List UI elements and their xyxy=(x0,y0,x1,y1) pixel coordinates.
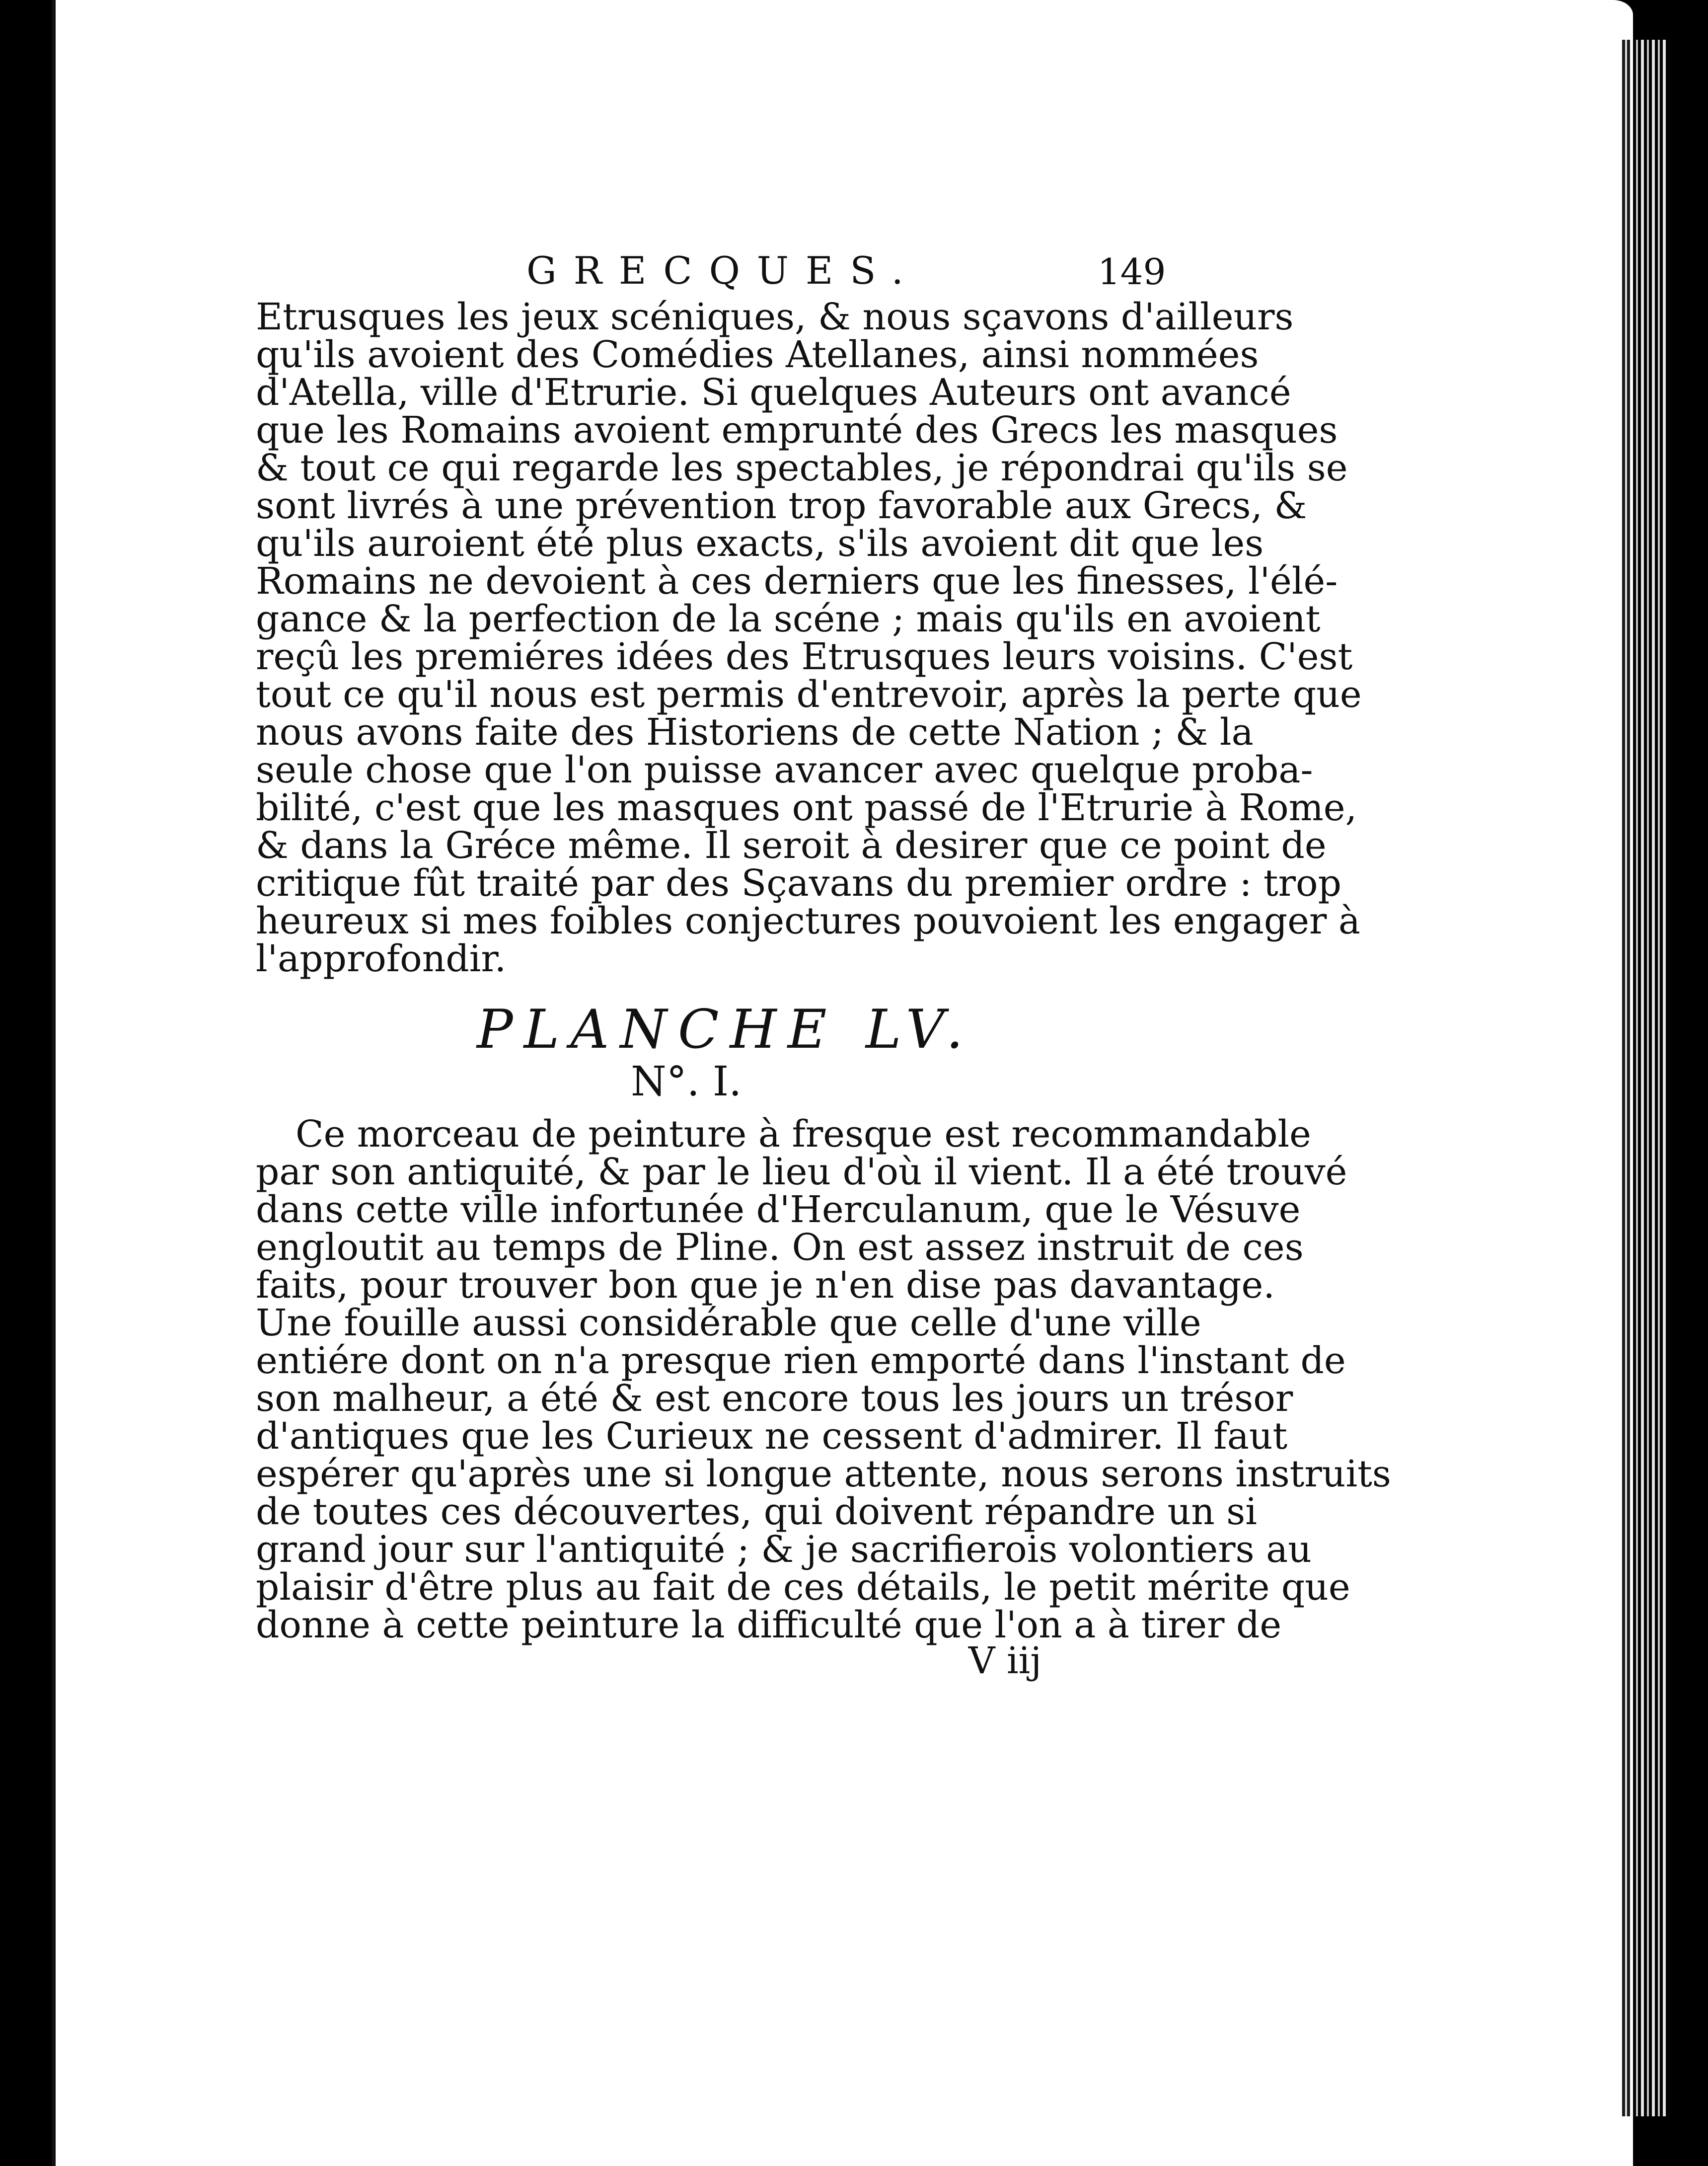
text-line: son malheur, a été & est encore tous les jours un trésor xyxy=(256,1377,1293,1420)
text-line: l'approfondir. xyxy=(256,937,507,980)
text-line: faits, pour trouver bon que je n'en dise pas davantage. xyxy=(256,1264,1275,1307)
text-line: & tout ce qui regarde les spectables, je répondrai qu'ils se xyxy=(256,447,1348,489)
text-line: critique fût traité par des Sçavans du premier ordre : trop xyxy=(256,862,1341,905)
section-number: N°. I. xyxy=(631,1058,742,1105)
page-fore-edge xyxy=(1619,40,1669,2116)
text-line: Romains ne devoient à ces derniers que les finesses, l'élé- xyxy=(256,560,1338,603)
text-line: nous avons faite des Historiens de cette Nation ; & la xyxy=(256,711,1254,754)
text-line: d'Atella, ville d'Etrurie. Si quelques Auteurs ont avancé xyxy=(256,371,1291,414)
text-line: grand jour sur l'antiquité ; & je sacrifierois volontiers au xyxy=(256,1528,1312,1571)
text-line: qu'ils auroient été plus exacts, s'ils avoient dit que les xyxy=(256,522,1264,565)
text-line: sont livrés à une prévention trop favorable aux Grecs, & xyxy=(256,484,1307,527)
page-number: 149 xyxy=(1098,251,1166,293)
text-line: seule chose que l'on puisse avancer avec quelque proba- xyxy=(256,749,1313,791)
text-line: reçû les premiéres idées des Etrusques leurs voisins. C'est xyxy=(256,635,1353,678)
text-line: Une fouille aussi considérable que celle d'une ville xyxy=(256,1302,1201,1344)
text-line: entiére dont on n'a presque rien emporté dans l'instant de xyxy=(256,1339,1346,1382)
text-line: plaisir d'être plus au fait de ces détails, le petit mérite que xyxy=(256,1566,1350,1609)
text-line: espérer qu'après une si longue attente, nous serons instruits xyxy=(256,1453,1391,1495)
text-line: donne à cette peinture la difficulté que l'on a à tirer de xyxy=(256,1604,1282,1646)
gutter-line xyxy=(52,0,56,2166)
text-line: heureux si mes foibles conjectures pouvoient les engager à xyxy=(256,900,1361,942)
scan-border-right xyxy=(1669,0,1708,2166)
text-line: engloutit au temps de Pline. On est assez instruit de ces xyxy=(256,1226,1304,1269)
text-line: Etrusques les jeux scéniques, & nous sçavons d'ailleurs xyxy=(256,296,1294,338)
text-line: Ce morceau de peinture à fresque est recommandable xyxy=(296,1113,1311,1156)
binding-shadow xyxy=(30,0,50,2166)
text-line: par son antiquité, & par le lieu d'où il vient. Il a été trouvé xyxy=(256,1151,1347,1193)
paragraph-description xyxy=(256,1113,1391,1646)
text-line: d'antiques que les Curieux ne cessent d'admirer. Il faut xyxy=(256,1415,1288,1458)
running-head: GRECQUES. xyxy=(526,248,920,293)
paragraph-continuation xyxy=(256,296,1362,980)
section-title: PLANCHE LV. xyxy=(477,999,974,1061)
text-line: de toutes ces découvertes, qui doivent répandre un si xyxy=(256,1490,1257,1533)
text-line: tout ce qu'il nous est permis d'entrevoir, après la perte que xyxy=(256,673,1362,716)
text-line: que les Romains avoient emprunté des Grecs les masques xyxy=(256,409,1338,452)
text-line: gance & la perfection de la scéne ; mais qu'ils en avoient xyxy=(256,598,1321,640)
text-line: dans cette ville infortunée d'Herculanum, que le Vésuve xyxy=(256,1188,1301,1231)
signature-mark: V iij xyxy=(968,1639,1042,1682)
text-line: & dans la Gréce même. Il seroit à desirer que ce point de xyxy=(256,824,1327,867)
text-line: bilité, c'est que les masques ont passé de l'Etrurie à Rome, xyxy=(256,786,1357,829)
text-line: qu'ils avoient des Comédies Atellanes, ainsi nommées xyxy=(256,333,1259,376)
